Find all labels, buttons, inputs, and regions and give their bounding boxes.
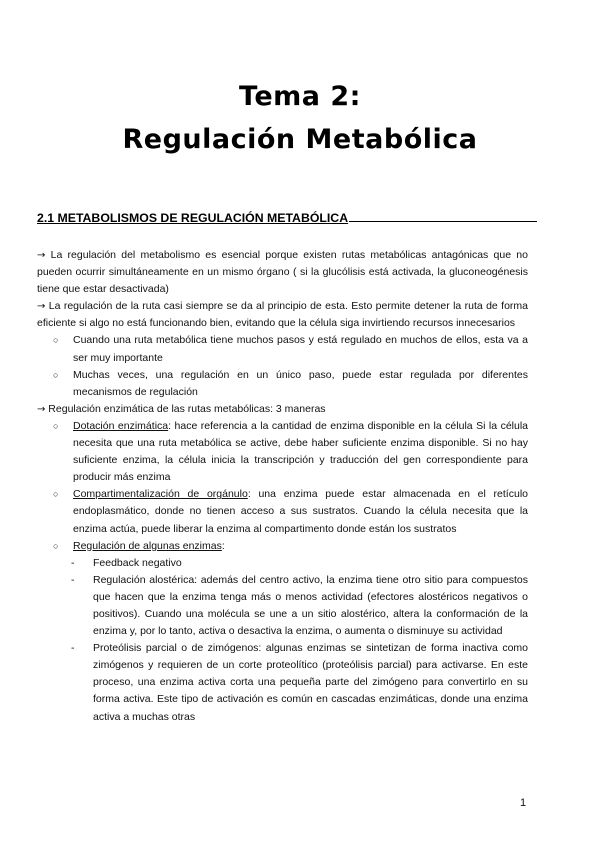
dash-bullet-icon: - <box>71 573 75 586</box>
sub-item-feedback <box>37 555 528 572</box>
document-body <box>37 247 528 726</box>
sub-item-alosterica <box>37 572 528 640</box>
paragraph-2 <box>37 298 528 332</box>
page-number: 1 <box>520 797 527 809</box>
paragraph-1-text: La regulación del metabolismo es esencial porque existen rutas metabólicas antagónicas que no pueden ocurrir simultáneamente en un mismo órgano ( si la glucólisis está activada, la gluconeogénesis tiene que estar desactivada) <box>37 249 528 296</box>
circle-bullet-icon: ○ <box>53 369 59 380</box>
circle-bullet-icon: ○ <box>53 335 59 346</box>
dash-bullet-icon: - <box>71 556 75 569</box>
paragraph-1 <box>37 247 528 298</box>
section-heading <box>37 211 537 225</box>
bullet-item-2-text: Muchas veces, una regulación en un único paso, puede estar regulada por diferentes mecanismos de regulación <box>73 368 528 398</box>
arrow-icon: → <box>37 301 46 313</box>
title-line-1: Tema 2: <box>239 81 361 112</box>
circle-bullet-icon: ○ <box>53 489 59 500</box>
bullet-item-1 <box>37 332 528 366</box>
sub-item-feedback-text: Feedback negativo <box>93 556 182 569</box>
bullet-dotacion <box>37 418 528 486</box>
compartimentalizacion-term: Compartimentalización de orgánulo <box>73 488 248 501</box>
arrow-icon: → <box>37 250 46 261</box>
circle-bullet-icon: ○ <box>53 540 59 551</box>
arrow-icon: → <box>37 403 46 415</box>
dash-bullet-icon: - <box>71 642 75 655</box>
dotacion-term: Dotación enzimática <box>73 419 169 432</box>
paragraph-3 <box>37 401 528 418</box>
regulacion-term: Regulación de algunas enzimas <box>73 539 222 552</box>
circle-bullet-icon: ○ <box>53 420 59 431</box>
paragraph-3-text: Regulación enzimática de las rutas metabólicas: 3 maneras <box>45 402 326 415</box>
bullet-item-2 <box>37 367 528 401</box>
regulacion-text: : <box>221 539 225 552</box>
section-heading-text: 2.1 METABOLISMOS DE REGULACIÓN METABÓLICA <box>37 211 349 225</box>
bullet-item-1-text: Cuando una ruta metabólica tiene muchos pasos y está regulado en muchos de ellos, esta va a ser muy importante <box>73 334 528 364</box>
dotacion-text: : hace referencia a la cantidad de enzima disponible en la célula Si la célula necesita que una ruta metabólica se active, debe haber suficiente enzima disponible. Si no hay suficiente enzima, la célula inicia la transcripción y traducción del gen correspondiente para producir más enzima <box>73 419 528 484</box>
paragraph-2-text: La regulación de la ruta casi siempre se da al principio de esta. Esto permite detener la ruta de forma eficiente si algo no está funcionando bien, evitando que la célula siga invirtiendo recursos innecesarios <box>37 300 528 330</box>
bullet-compartimentalizacion <box>37 486 528 537</box>
sub-item-proteolisis <box>37 640 528 725</box>
compartimentalizacion-text: : una enzima puede estar almacenada en el retículo endoplasmático, donde no tienen acceso a sus sustratos. Cuando la célula necesita que la enzima actúa, puede liberar la enzima al compartimento donde están los sustratos <box>73 488 528 535</box>
sub-item-alosterica-text: Regulación alostérica: además del centro activo, la enzima tiene otro sitio para compuestos que hacen que la enzima tenga más o menos actividad (efectores alostéricos negativos o positivos). Cuando una molécula se une a un sitio alostérico, altera la conformación de la enzima y, por lo tanto, activa o desactiva la enzima, o aumenta o disminuye su actividad <box>93 573 528 638</box>
title-line-2: Regulación Metabólica <box>122 124 478 155</box>
section-heading-rule <box>349 220 537 222</box>
bullet-regulacion <box>37 538 528 555</box>
sub-item-proteolisis-text: Proteólisis parcial o de zimógenos: algunas enzimas se sintetizan de forma inactiva como zimógenos y requieren de un corte proteolítico (proteólisis parcial) para activarse. En este proceso, una enzima activa corta una pequeña parte del zimógeno para convertirlo en su forma activa. Este tipo de activación es común en cascadas enzimáticas, donde una enzima activa a muchas otras <box>93 642 528 723</box>
